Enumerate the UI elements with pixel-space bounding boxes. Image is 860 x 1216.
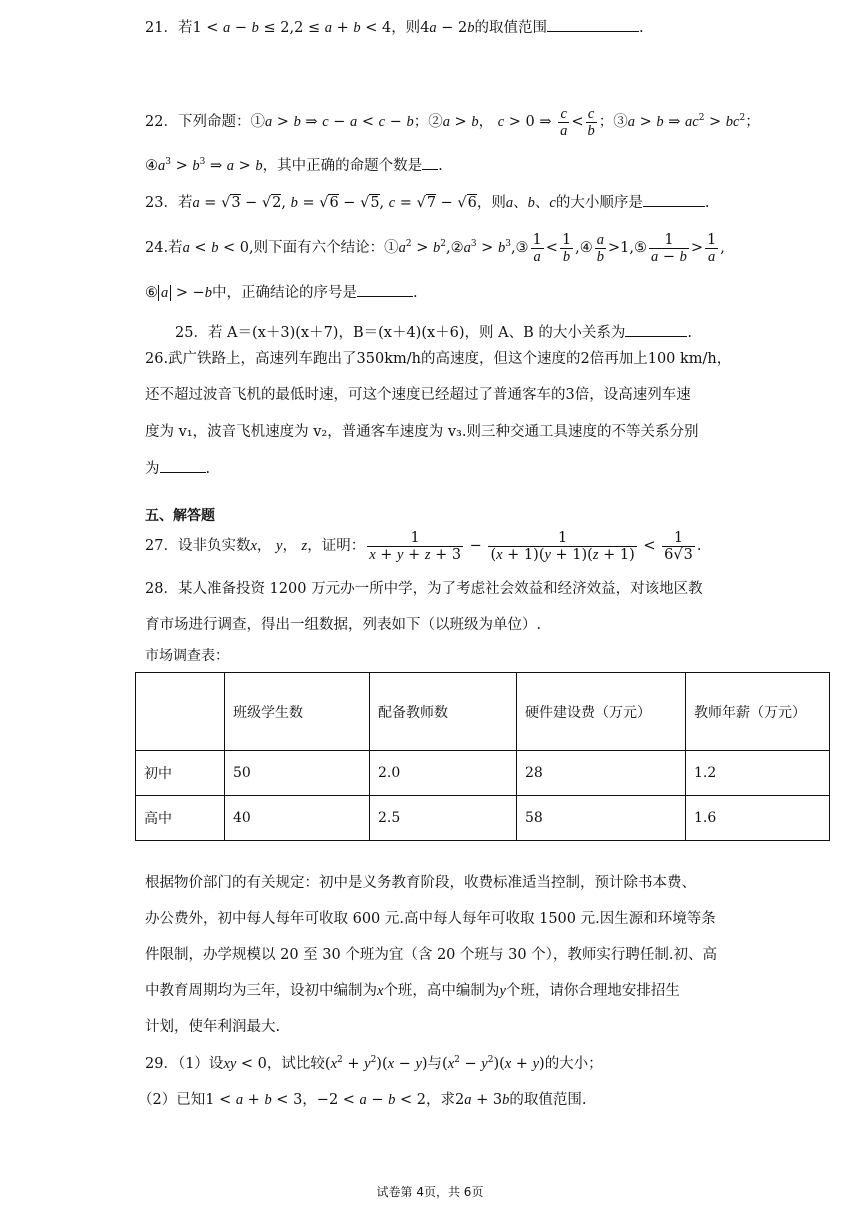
market-survey-table [135, 672, 830, 841]
table-cell: 28 [517, 751, 686, 796]
question-22-cont: $④a^3 > b^3$ ⇒ a > b，其中正确的命题个数是 . [145, 153, 443, 177]
conclusion-6: a > −b [158, 285, 212, 301]
conclusion-3: $\frac{1}{a}$ < $\frac{1}{b}$ [532, 231, 572, 265]
question-24: 24.若a < b < 0,则下面有六个结论：$①a^2$ > $b^2,②a^3$ > $b^3,③$ $\frac{1}{a}$ < $\frac{1}{b}$ ,④ $\frac{a}{b}$ >1,⑤ $\frac{1}{a - b}$ > $\frac{1}{a}$ , [145, 231, 725, 265]
conclusion-1: $a^2 > b^2$ [398, 239, 446, 256]
q27-inequality: $\frac{1}{x + y + z + 3}$ − $\frac{1}{(x + 1)(y + 1)(z + 1)}$ < $\frac{1}{6√3}$ [369, 529, 693, 563]
question-28-line-1: 28．某人准备投资 1200 万元办一所中学，为了考虑社会效益和经济效益，对该地区教 [145, 581, 703, 597]
conclusion-2: $a^3 > b^3$ [463, 239, 511, 256]
q29-expression-2: $(x^2 - y^2)(x + y)$ [442, 1055, 545, 1072]
question-26-line-3: 度为 v₁，波音飞机速度为 v₂，普通客车速度为 v₃.则三种交通工具速度的不等关系分别 [145, 424, 699, 440]
table-row [136, 796, 830, 841]
question-26-line-4: 为 . [145, 456, 210, 480]
q29-range-2: −2 < a − b < 2 [316, 1092, 427, 1108]
question-28-para-1: 根据物价部门的有关规定：初中是义务教育阶段，收费标准适当控制，预计除书本费、 [145, 875, 696, 891]
table-cell: 1.6 [686, 796, 830, 841]
q29-target: 2a + 3b [455, 1092, 510, 1108]
q21-expression: 4a − 2b [420, 20, 475, 36]
question-23: 23．若a = √3 − √2, b = √6 − √5, c = √7 − √6，则a、b、c的大小顺序是 . [145, 190, 709, 214]
table-header-cell: 配备教师数 [370, 673, 517, 751]
table-cell: 1.2 [686, 751, 830, 796]
table-cell: 高中 [136, 796, 225, 841]
table-header-cell: 教师年薪（万元） [686, 673, 830, 751]
answer-blank [160, 456, 206, 473]
q21-condition: 1 < a − b ≤ 2,2 ≤ a + b < 4 [192, 20, 392, 36]
question-28-para-3: 件限制，办学规模以 20 至 30 个班为宜（含 20 个班与 30 个），教师实行聘任制.初、高 [145, 947, 718, 963]
q24-condition: a < b < 0 [182, 240, 250, 256]
question-29-part-2: （2）已知1 < a + b < 3，−2 < a − b < 2，求2a + 3b的取值范围. [138, 1092, 587, 1108]
proposition-2: a > b， c > 0 ⇒ $\frac{c}{a}$ < $\frac{c}{b}$ [442, 105, 595, 139]
q23-definitions: a = √3 − √2, b = √6 − √5, c = √7 − √6 [192, 195, 477, 211]
q29-expression-1: $(x^2 + y^2)(x - y)$ [324, 1055, 428, 1072]
table-cell: 初中 [136, 751, 225, 796]
section-heading: 五、解答题 [145, 508, 215, 524]
question-28-para-4: 中教育周期均为三年，设初中编制为x个班，高中编制为y个班，请你合理地安排招生 [145, 983, 680, 999]
question-24-cont: ⑥ a > −b中，正确结论的序号是 . [145, 280, 418, 304]
question-26-line-2: 还不超过波音飞机的最低时速，可这个速度已经超过了普通客车的3倍，设高速列车速 [145, 387, 691, 403]
question-28-line-2: 育市场进行调查，得出一组数据，列表如下（以班级为单位）. [145, 617, 542, 633]
table-header-cell [136, 673, 225, 751]
answer-blank [625, 320, 687, 337]
question-28-para-2: 办公费外，初中每人每年可收取 600 元.高中每人每年可收取 1500 元.因生源和环境等条 [145, 911, 716, 927]
table-cell: 50 [225, 751, 370, 796]
conclusion-5: $\frac{1}{a - b}$ > $\frac{1}{a}$ [651, 231, 717, 265]
proposition-3: a > b ⇒ $ac^2 > bc^2$ [627, 113, 746, 130]
table-row [136, 751, 830, 796]
answer-blank [547, 15, 639, 32]
question-27: 27．设非负实数x， y， z，证明： $\frac{1}{x + y + z + 3}$ − $\frac{1}{(x + 1)(y + 1)(z + 1)}$ < $\frac{1}{6√3}$ . [145, 529, 702, 563]
proposition-1: a > b ⇒ c − a < c − b [264, 114, 414, 130]
table-cell: 58 [517, 796, 686, 841]
table-title: 市场调查表： [145, 648, 229, 664]
proposition-4: $a^3 > b^3$ ⇒ a > b [158, 157, 263, 174]
table-header-cell: 硬件建设费（万元） [517, 673, 686, 751]
q29-condition: xy < 0 [223, 1056, 267, 1072]
answer-blank [357, 280, 413, 297]
table-header-cell: 班级学生数 [225, 673, 370, 751]
page-footer: 试卷第 4页，共 6页 [376, 1185, 484, 1199]
conclusion-4: $\frac{a}{b}$ >1 [596, 231, 630, 265]
question-22: 22．下列命题：①a > b ⇒ c − a < c − b；②a > b， c > 0 ⇒ $\frac{c}{a}$ < $\frac{c}{b}$ ；③a > b ⇒ $ac^2 > bc^2$； [145, 105, 760, 139]
table-header-row [136, 673, 830, 751]
table-cell: 2.0 [370, 751, 517, 796]
answer-blank [422, 153, 438, 170]
question-29-part-1: 29．（1）设xy < 0，试比较$(x^2 + y^2)(x - y)$与$(x^2 - y^2)(x + y)$的大小； [145, 1055, 603, 1072]
question-26-line-1: 26.武广铁路上，高速列车跑出了350km/h的高速度，但这个速度的2倍再加上100 km/h， [145, 351, 732, 367]
table-cell: 40 [225, 796, 370, 841]
q29-range-1: 1 < a + b < 3 [205, 1092, 303, 1108]
question-21: 21．若1 < a − b ≤ 2,2 ≤ a + b < 4，则4a − 2b的取值范围 . [145, 15, 644, 39]
table-cell: 2.5 [370, 796, 517, 841]
question-28-para-5: 计划，使年利润最大. [145, 1019, 281, 1035]
question-25: 25．若 A＝(x＋3)(x＋7)，B＝(x＋4)(x＋6)，则 A、B 的大小关系为 . [175, 320, 692, 344]
answer-blank [643, 190, 705, 207]
